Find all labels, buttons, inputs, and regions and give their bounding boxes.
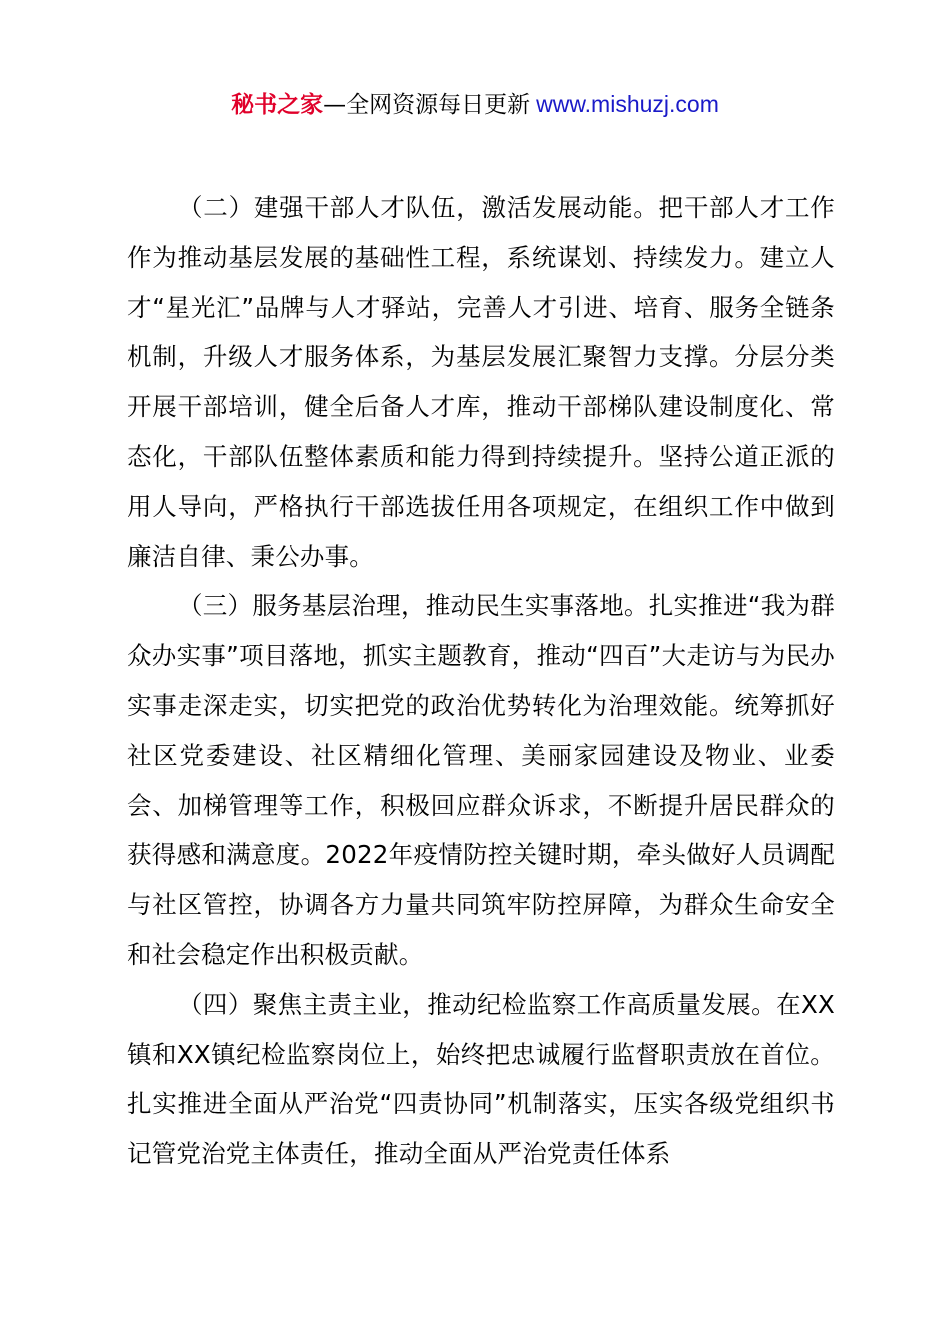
paragraph-cadre-talent: （二）建强干部人才队伍，激活发展动能。把干部人才工作作为推动基层发展的基础性工程，系统谋划、持续发力。建立人才“星光汇”品牌与人才驿站，完善人才引进、培育、服务全链条机制，升级人才服务体系，为基层发展汇聚智力支撑。分层分类开展干部培训，健全后备人才库，推动干部梯队建设制度化、常态化，干部队伍整体素质和能力得到持续提升。坚持公道正派的用人导向，严格执行干部选拔任用各项规定，在组织工作中做到廉洁自律、秉公办事。 — [127, 193, 835, 571]
page-header — [0, 86, 950, 123]
brand-name: 秘书之家 — [231, 92, 324, 118]
header-dash: — — [323, 92, 347, 118]
paragraph-grassroots-governance: （三）服务基层治理，推动民生实事落地。扎实推进“我为群众办实事”项目落地，抓实主题教育，推动“四百”大走访与为民办实事走深走实，切实把党的政治优势转化为治理效能。统筹抓好社区党委建设、社区精细化管理、美丽家园建设及物业、业委会、加梯管理等工作，积极回应群众诉求，不断提升居民群众的获得感和满意度。2022年疫情防控关键时期，牵头做好人员调配与社区管控，协调各方力量共同筑牢防控屏障，为群众生命安全和社会稳定作出积极贡献。 — [127, 591, 835, 969]
document-body — [127, 183, 835, 1179]
site-url-link[interactable]: www.mishuzj.com — [536, 91, 719, 117]
paragraph-discipline-inspection: （四）聚焦主责主业，推动纪检监察工作高质量发展。在XX镇和XX镇纪检监察岗位上，始终把忠诚履行监督职责放在首位。扎实推进全面从严治党“四责协同”机制落实，压实各级党组织书记管党治党主体责任，推动全面从严治党责任体系 — [127, 989, 835, 1169]
header-tagline: 全网资源每日更新 — [346, 92, 531, 118]
